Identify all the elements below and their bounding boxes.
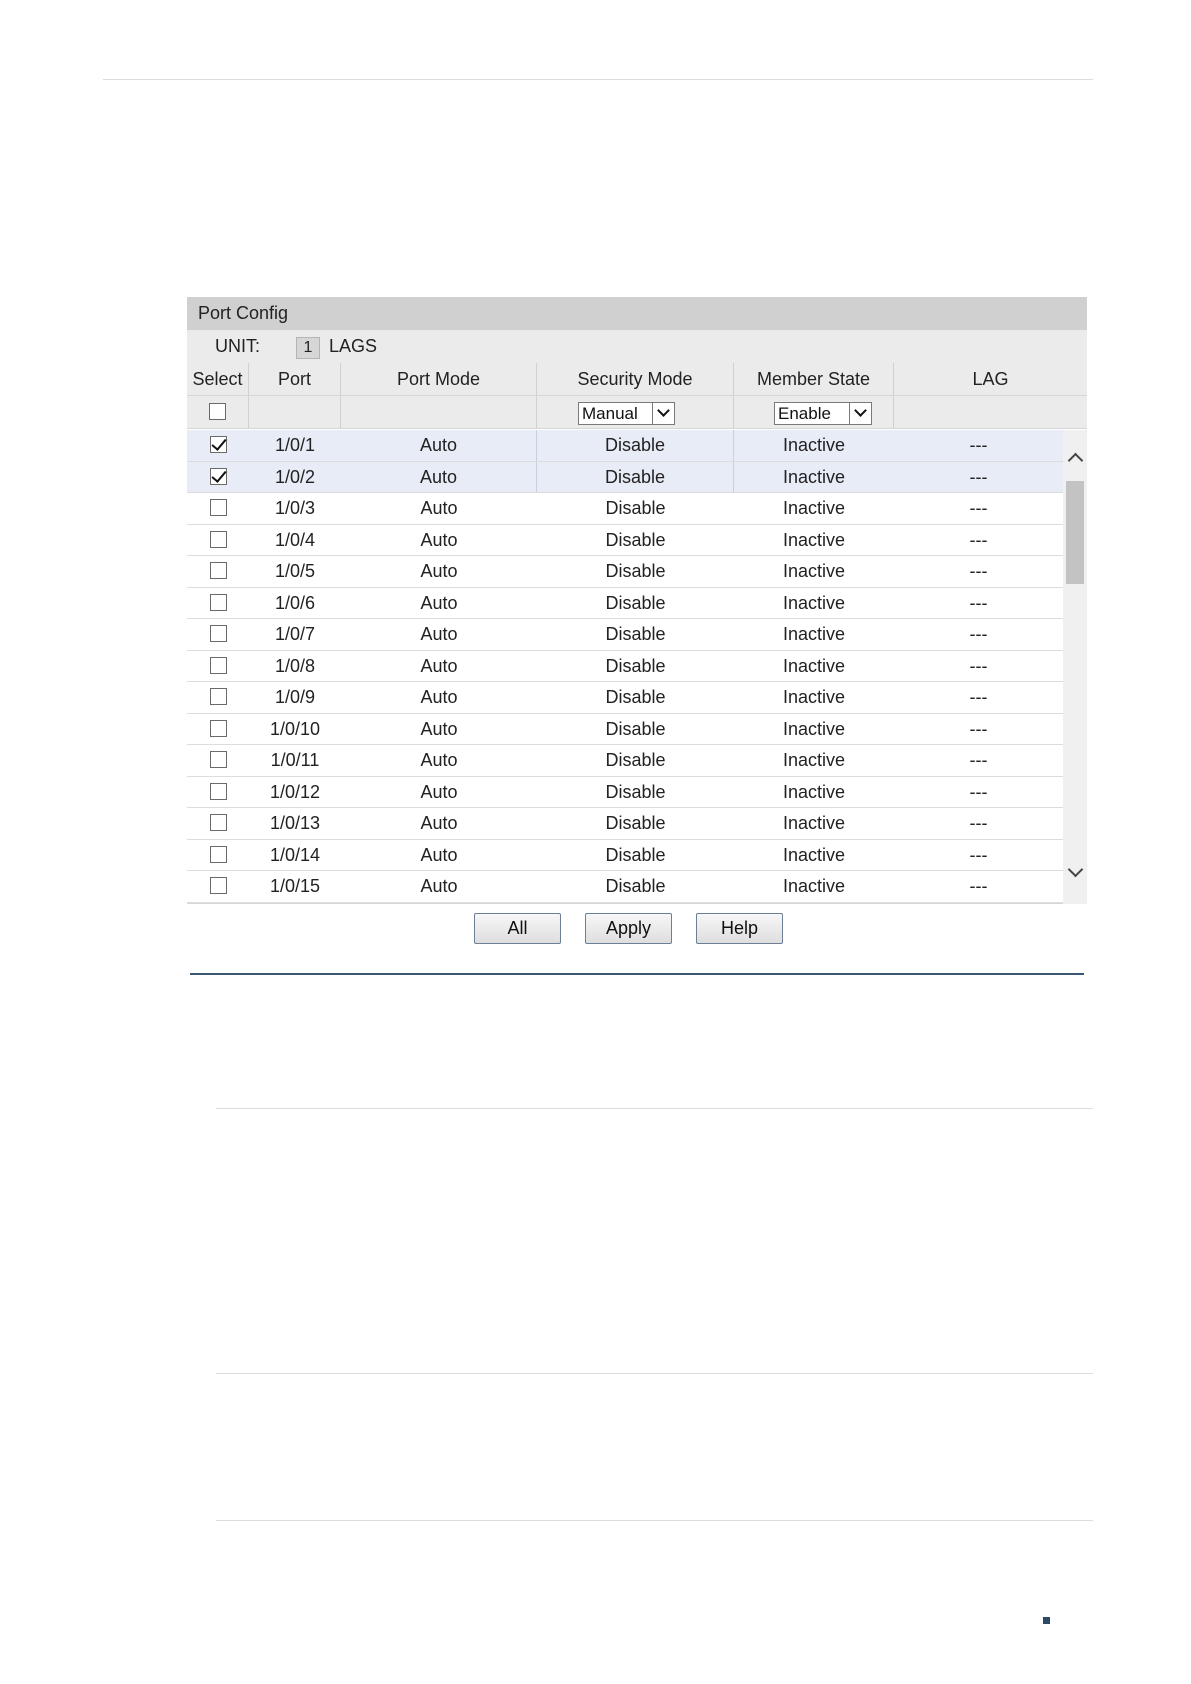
header-port: Port: [249, 363, 341, 395]
port-cell: 1/0/1: [274, 435, 316, 455]
unit-row: [187, 330, 1087, 363]
select-cell: [187, 430, 249, 461]
header-port-mode: Port Mode: [341, 363, 537, 395]
table-row[interactable]: [187, 808, 1063, 840]
select-cell: [187, 808, 249, 839]
member-state-cell: Inactive: [782, 844, 846, 865]
table-row[interactable]: [187, 714, 1063, 746]
divider-line: [216, 1520, 1093, 1521]
table-row[interactable]: [187, 682, 1063, 714]
lag-cell: ---: [969, 655, 988, 676]
port-cell: 1/0/9: [274, 687, 316, 707]
port-mode-cell: Auto: [341, 430, 537, 461]
button-bar: [187, 904, 1087, 954]
port-mode-cell: Auto: [420, 813, 458, 833]
select-cell: [187, 682, 249, 713]
port-mode-cell: Auto: [420, 592, 458, 613]
port-mode-cell: Auto: [420, 844, 458, 865]
row-select-checkbox[interactable]: [210, 562, 227, 579]
port-mode-cell: Auto: [341, 462, 537, 493]
port-mode-cell: Auto: [420, 750, 458, 770]
row-select-checkbox[interactable]: [210, 499, 227, 516]
port-cell: 1/0/13: [269, 813, 321, 833]
security-mode-cell: Disable: [605, 498, 666, 518]
table-row[interactable]: [187, 777, 1063, 809]
port-mode-cell: Auto: [420, 655, 458, 676]
chevron-down-icon[interactable]: [849, 403, 871, 424]
port-cell: 1/0/6: [274, 592, 316, 613]
table-row[interactable]: [187, 525, 1063, 557]
lag-cell: ---: [969, 781, 988, 802]
security-mode-cell: Disable: [537, 430, 734, 461]
security-mode-cell: Disable: [605, 561, 666, 581]
security-mode-cell: Disable: [605, 844, 666, 865]
port-cell: 1/0/14: [269, 844, 321, 865]
header-member-state: Member State: [734, 363, 894, 395]
lag-cell: ---: [969, 529, 988, 550]
chevron-up-icon[interactable]: [1063, 446, 1087, 470]
security-mode-cell: Disable: [605, 592, 666, 613]
lag-cell: ---: [969, 498, 988, 518]
security-mode-cell: Disable: [605, 624, 666, 644]
security-mode-value: Enable: [778, 404, 831, 423]
security-mode-cell: Disable: [605, 687, 666, 707]
member-state-cell: Inactive: [782, 655, 846, 676]
member-state-cell: Inactive: [782, 687, 846, 707]
member-state-cell: Inactive: [782, 435, 846, 455]
all-button[interactable]: All: [474, 913, 561, 944]
table-row[interactable]: [187, 462, 1063, 494]
port-config-panel: [187, 297, 1087, 938]
port-mode-cell: Auto: [420, 529, 458, 550]
member-state-cell: Inactive: [782, 561, 846, 581]
port-mode-cell: Auto: [420, 561, 458, 581]
row-select-checkbox[interactable]: [210, 751, 227, 768]
security-mode-cell: Disable: [605, 750, 666, 770]
security-mode-cell: Disable: [605, 529, 666, 550]
security-mode-select[interactable]: [774, 402, 872, 425]
table-header: [187, 363, 1087, 396]
lag-cell: ---: [969, 718, 988, 739]
panel-title: Port Config: [187, 297, 1087, 330]
select-cell: [187, 462, 249, 493]
member-state-cell: Inactive: [782, 529, 846, 550]
select-cell: [187, 745, 249, 776]
row-select-checkbox[interactable]: [210, 594, 227, 611]
port-mode-cell: Auto: [420, 781, 458, 802]
lag-cell: ---: [969, 687, 988, 707]
header-select: Select: [187, 363, 249, 395]
lag-cell: ---: [969, 876, 988, 896]
security-mode-cell: Disable: [537, 462, 734, 493]
member-state-cell: Inactive: [782, 466, 846, 487]
port-cell: 1/0/15: [269, 876, 321, 896]
port-cell: 1/0/2: [274, 466, 316, 487]
port-table-body: [187, 430, 1063, 904]
page-marker-icon: [1043, 1617, 1050, 1624]
member-state-cell: Inactive: [782, 592, 846, 613]
security-mode-cell: Disable: [605, 813, 666, 833]
help-button[interactable]: Help: [696, 913, 783, 944]
member-state-cell: Inactive: [782, 781, 846, 802]
select-cell: [187, 777, 249, 808]
chevron-down-icon[interactable]: [652, 403, 674, 424]
select-cell: [187, 840, 249, 871]
port-cell: 1/0/3: [274, 498, 316, 518]
page-header-rule: [103, 79, 1093, 80]
row-select-checkbox[interactable]: [210, 720, 227, 737]
table-row[interactable]: [187, 556, 1063, 588]
lag-cell: ---: [969, 561, 988, 581]
port-cell: 1/0/4: [274, 529, 316, 550]
member-state-cell: Inactive: [782, 718, 846, 739]
row-select-checkbox[interactable]: [210, 531, 227, 548]
lag-cell: ---: [969, 624, 988, 644]
port-mode-cell: Auto: [420, 687, 458, 707]
port-cell: 1/0/8: [274, 655, 316, 676]
row-select-checkbox[interactable]: [210, 688, 227, 705]
lag-cell: ---: [969, 466, 988, 487]
lags-link[interactable]: LAGS: [329, 336, 378, 356]
select-all-checkbox[interactable]: [209, 403, 226, 420]
unit-1-button[interactable]: 1: [296, 337, 320, 359]
port-cell: 1/0/11: [270, 750, 320, 770]
lag-cell: ---: [969, 592, 988, 613]
chevron-down-icon[interactable]: [1063, 860, 1087, 884]
header-lag: LAG: [972, 369, 1009, 389]
divider-line: [216, 1373, 1093, 1374]
table-row[interactable]: [187, 871, 1063, 903]
port-cell: 1/0/12: [269, 781, 321, 802]
member-state-cell: Inactive: [782, 813, 846, 833]
select-all-cell: [187, 396, 249, 428]
divider-line: [216, 1108, 1093, 1109]
port-cell: 1/0/5: [274, 561, 316, 581]
table-row[interactable]: [187, 493, 1063, 525]
table-row[interactable]: [187, 588, 1063, 620]
table-row[interactable]: [187, 430, 1063, 462]
unit-label: UNIT:: [215, 336, 260, 356]
port-mode-cell: Auto: [420, 498, 458, 518]
scrollbar-thumb[interactable]: [1066, 481, 1084, 584]
lag-cell: ---: [969, 435, 988, 455]
apply-button[interactable]: Apply: [585, 913, 672, 944]
port-mode-value: Manual: [582, 404, 638, 423]
port-mode-cell: Auto: [420, 718, 458, 739]
row-select-checkbox[interactable]: [210, 625, 227, 642]
member-state-cell: Inactive: [782, 498, 846, 518]
lag-cell: ---: [969, 750, 988, 770]
port-mode-cell: Auto: [420, 624, 458, 644]
member-state-cell: Inactive: [782, 876, 846, 896]
row-select-checkbox[interactable]: [210, 846, 227, 863]
select-cell: [187, 619, 249, 650]
port-cell: 1/0/10: [269, 718, 321, 739]
row-select-checkbox[interactable]: [210, 657, 227, 674]
member-state-cell: Inactive: [782, 624, 846, 644]
port-mode-cell: Auto: [420, 876, 458, 896]
row-select-checkbox[interactable]: [210, 468, 227, 485]
table-row[interactable]: [187, 651, 1063, 683]
row-select-checkbox[interactable]: [210, 436, 227, 453]
security-mode-cell: Disable: [605, 718, 666, 739]
header-security-mode: Security Mode: [537, 363, 734, 395]
select-cell: [187, 714, 249, 745]
lag-cell: ---: [969, 813, 988, 833]
table-row[interactable]: [187, 619, 1063, 651]
select-cell: [187, 556, 249, 587]
select-cell: [187, 588, 249, 619]
select-cell: [187, 493, 249, 524]
security-mode-cell: Disable: [605, 781, 666, 802]
row-select-checkbox[interactable]: [210, 783, 227, 800]
member-state-cell: Inactive: [782, 750, 846, 770]
table-row[interactable]: [187, 840, 1063, 872]
select-cell: [187, 871, 249, 902]
table-row[interactable]: [187, 745, 1063, 777]
port-cell: 1/0/7: [274, 624, 316, 644]
select-cell: [187, 525, 249, 556]
table-scrollbar[interactable]: [1063, 430, 1087, 904]
lag-cell: ---: [969, 844, 988, 865]
port-mode-select[interactable]: [578, 402, 675, 425]
select-cell: [187, 651, 249, 682]
section-divider: [190, 973, 1084, 975]
row-select-checkbox[interactable]: [210, 877, 227, 894]
row-select-checkbox[interactable]: [210, 814, 227, 831]
security-mode-cell: Disable: [605, 876, 666, 896]
security-mode-cell: Disable: [605, 655, 666, 676]
